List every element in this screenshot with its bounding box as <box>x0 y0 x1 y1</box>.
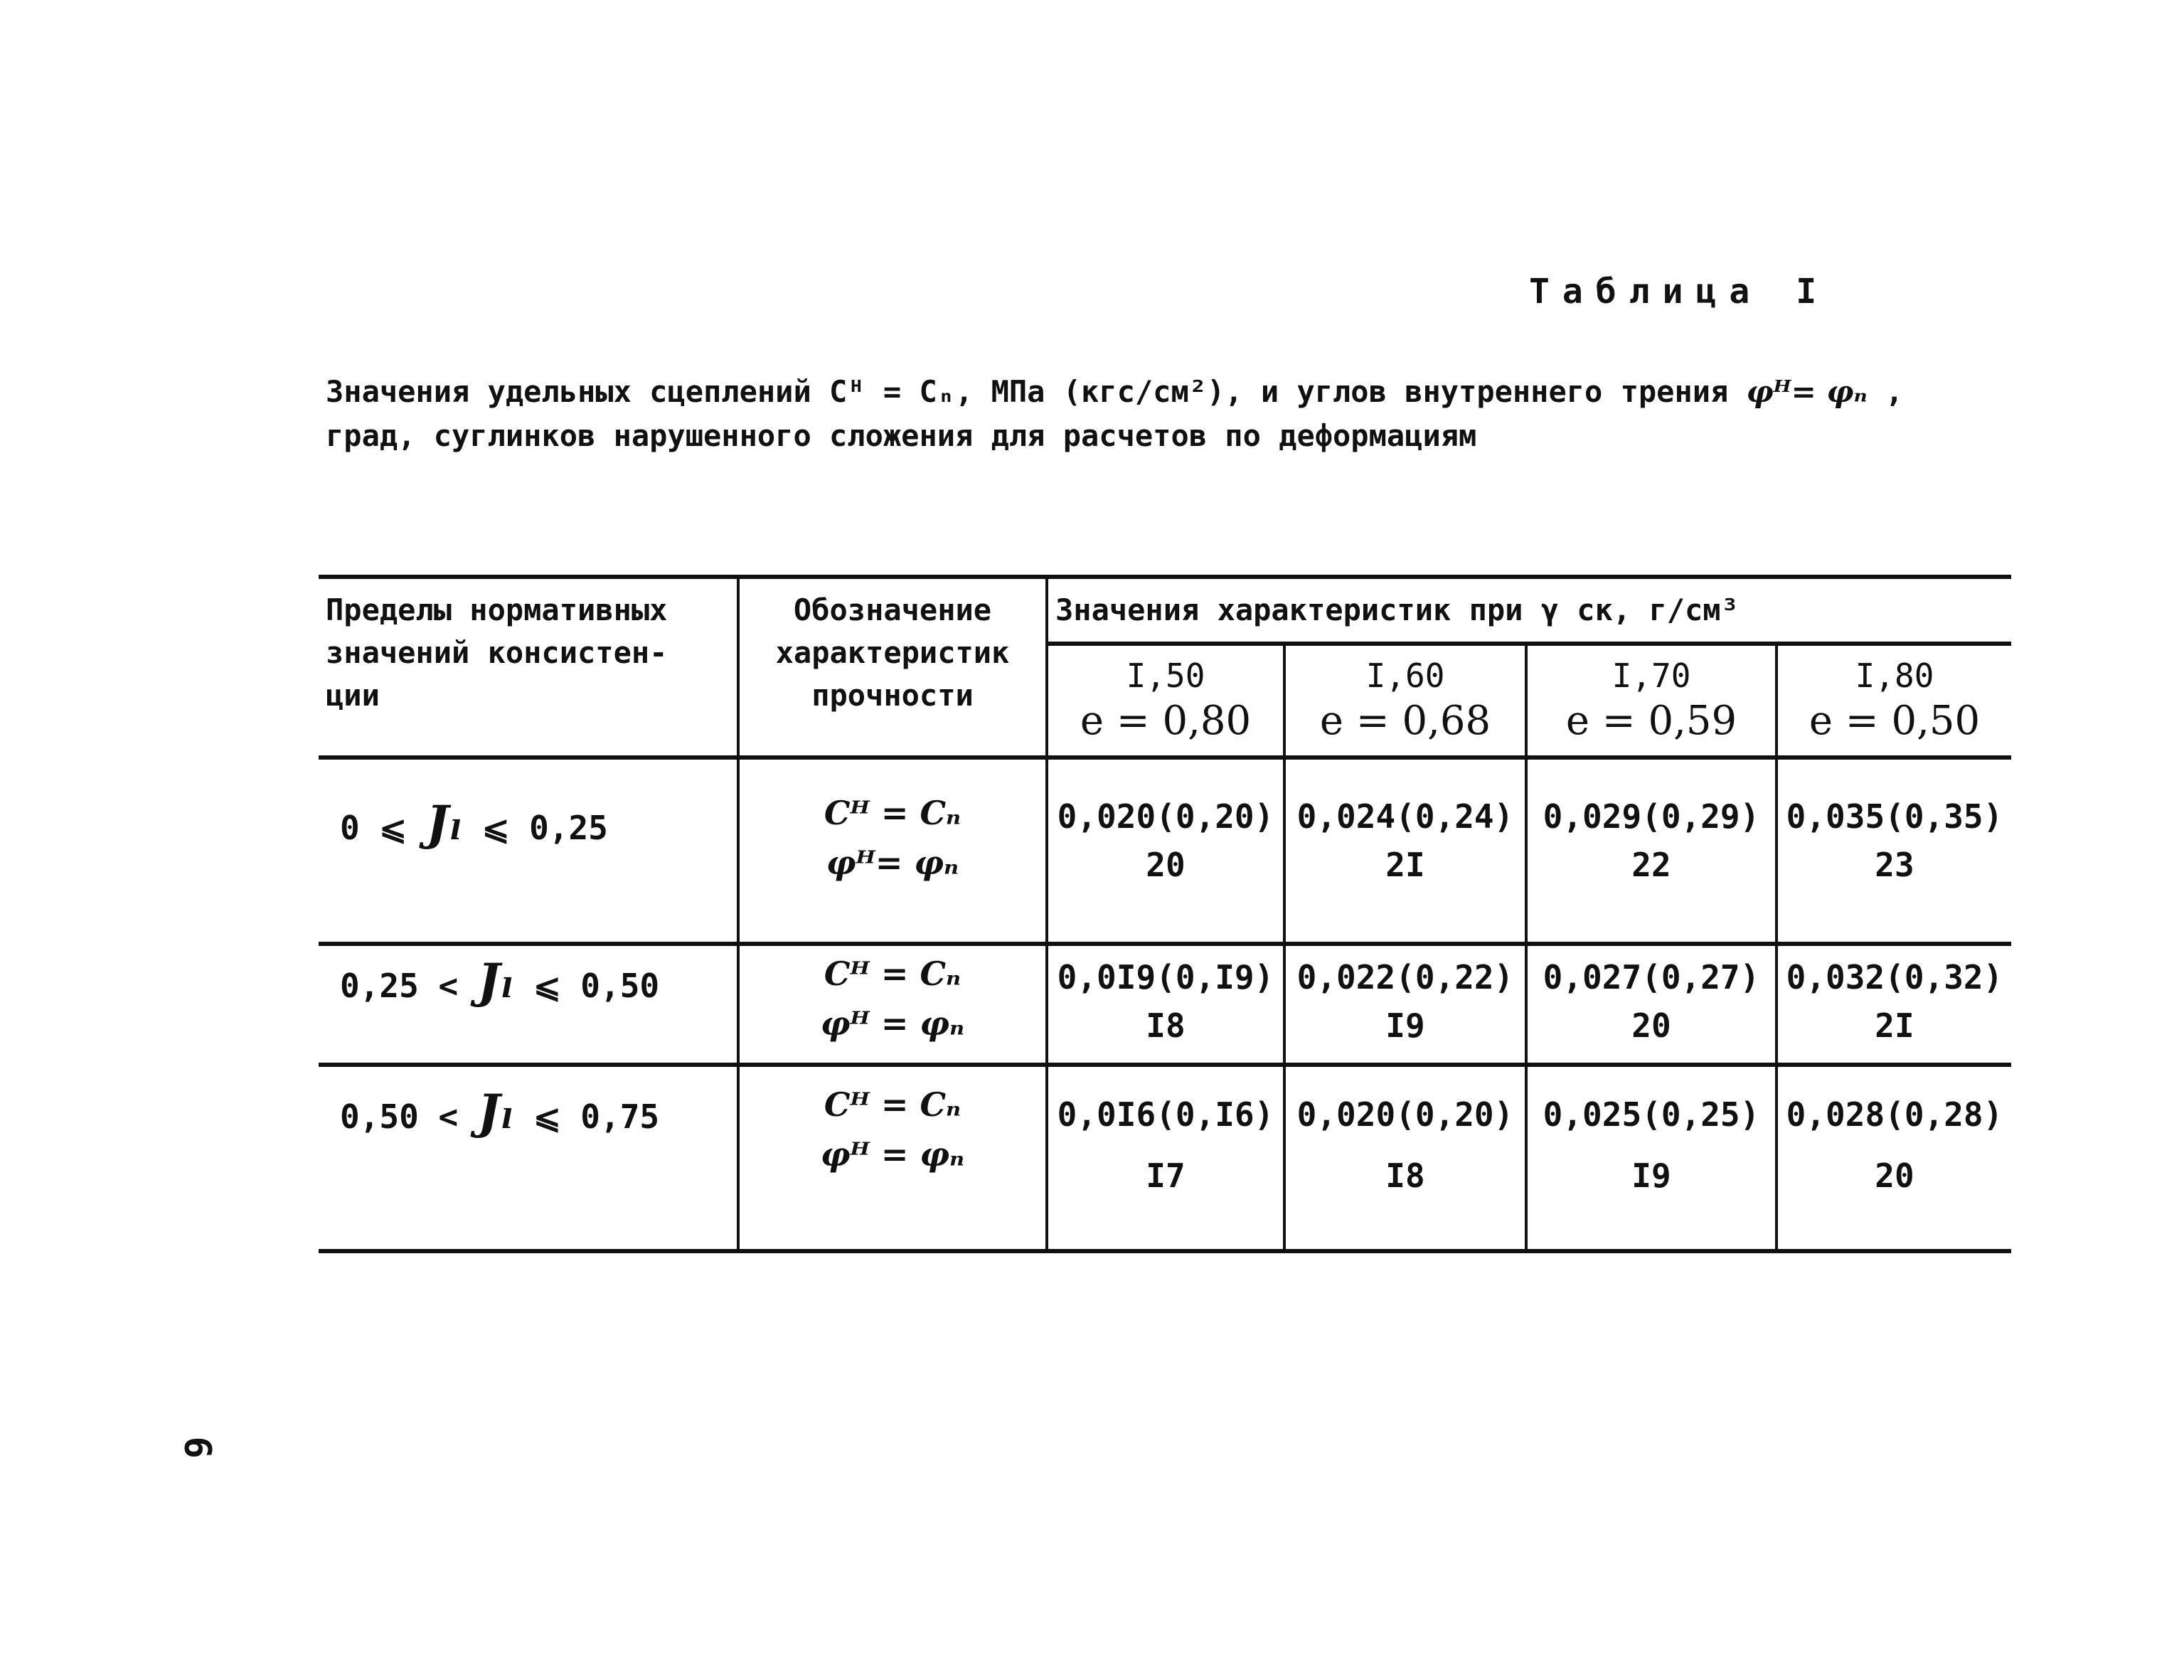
value-cell: 0,020(0,20) 20 <box>1047 757 1284 944</box>
void-ratio: e = 0,50 <box>1809 698 1981 744</box>
consistency-range: 0 ⩽ Jₗ ⩽ 0,25 <box>319 757 738 944</box>
gamma-value: I,70 <box>1612 656 1691 695</box>
gamma-value: I,80 <box>1855 656 1934 695</box>
value-cell: 0,029(0,29) 22 <box>1526 757 1777 944</box>
page-number: 6 <box>176 1436 219 1459</box>
value-cell: 0,032(0,32) 2I <box>1777 944 2011 1065</box>
header-strength-designation: Обозначение характеристик прочности <box>738 577 1047 757</box>
void-ratio: e = 0,80 <box>1080 698 1252 744</box>
consistency-range: 0,50 < Jₗ ⩽ 0,75 <box>319 1065 738 1251</box>
table-caption <box>326 370 1983 458</box>
table-row <box>319 944 2011 1065</box>
value-cell: 0,027(0,27) 20 <box>1526 944 1777 1065</box>
caption-line-2: град, суглинков нарушенного сложения для расчетов по деформациям <box>326 418 1477 453</box>
value-cell: 0,020(0,20) I8 <box>1284 1065 1526 1251</box>
value-cell: 0,0I9(0,I9) I8 <box>1047 944 1284 1065</box>
void-ratio: e = 0,68 <box>1319 698 1491 744</box>
header-consistency-limits: Пределы нормативных значений консистен- ции <box>319 577 738 757</box>
strength-symbols: Cᴴ = Cₙ φᴴ= φₙ <box>738 757 1047 944</box>
table-row <box>319 1065 2011 1251</box>
strength-symbols: Cᴴ = Cₙ φᴴ = φₙ <box>738 944 1047 1065</box>
value-cell: 0,022(0,22) I9 <box>1284 944 1526 1065</box>
value-cell: 0,0I6(0,I6) I7 <box>1047 1065 1284 1251</box>
value-cell: 0,035(0,35) 23 <box>1777 757 2011 944</box>
consistency-range: 0,25 < Jₗ ⩽ 0,50 <box>319 944 738 1065</box>
header-density-group: Значения характеристик при γ ск, г/см³ <box>1047 577 2011 644</box>
caption-formula: φᴴ= φₙ <box>1746 374 1868 409</box>
table-label: Таблица I <box>1529 272 1830 312</box>
strength-symbols: Cᴴ = Cₙ φᴴ = φₙ <box>738 1065 1047 1251</box>
value-cell: 0,025(0,25) I9 <box>1526 1065 1777 1251</box>
density-col-4 <box>1777 644 2011 757</box>
caption-line-1-end: , <box>1867 374 1904 409</box>
void-ratio: e = 0,59 <box>1565 698 1737 744</box>
caption-line-1: Значения удельных сцеплений Cᴴ = Cₙ, МПа (кгс/см²), и углов внутреннего трения <box>326 374 1729 409</box>
density-col-1 <box>1047 644 1284 757</box>
gamma-value: I,50 <box>1126 656 1205 695</box>
density-col-3 <box>1526 644 1777 757</box>
table-row <box>319 757 2011 944</box>
value-cell: 0,028(0,28) 20 <box>1777 1065 2011 1251</box>
soil-properties-table <box>319 575 2011 1253</box>
gamma-value: I,60 <box>1365 656 1445 695</box>
value-cell: 0,024(0,24) 2I <box>1284 757 1526 944</box>
density-col-2 <box>1284 644 1526 757</box>
